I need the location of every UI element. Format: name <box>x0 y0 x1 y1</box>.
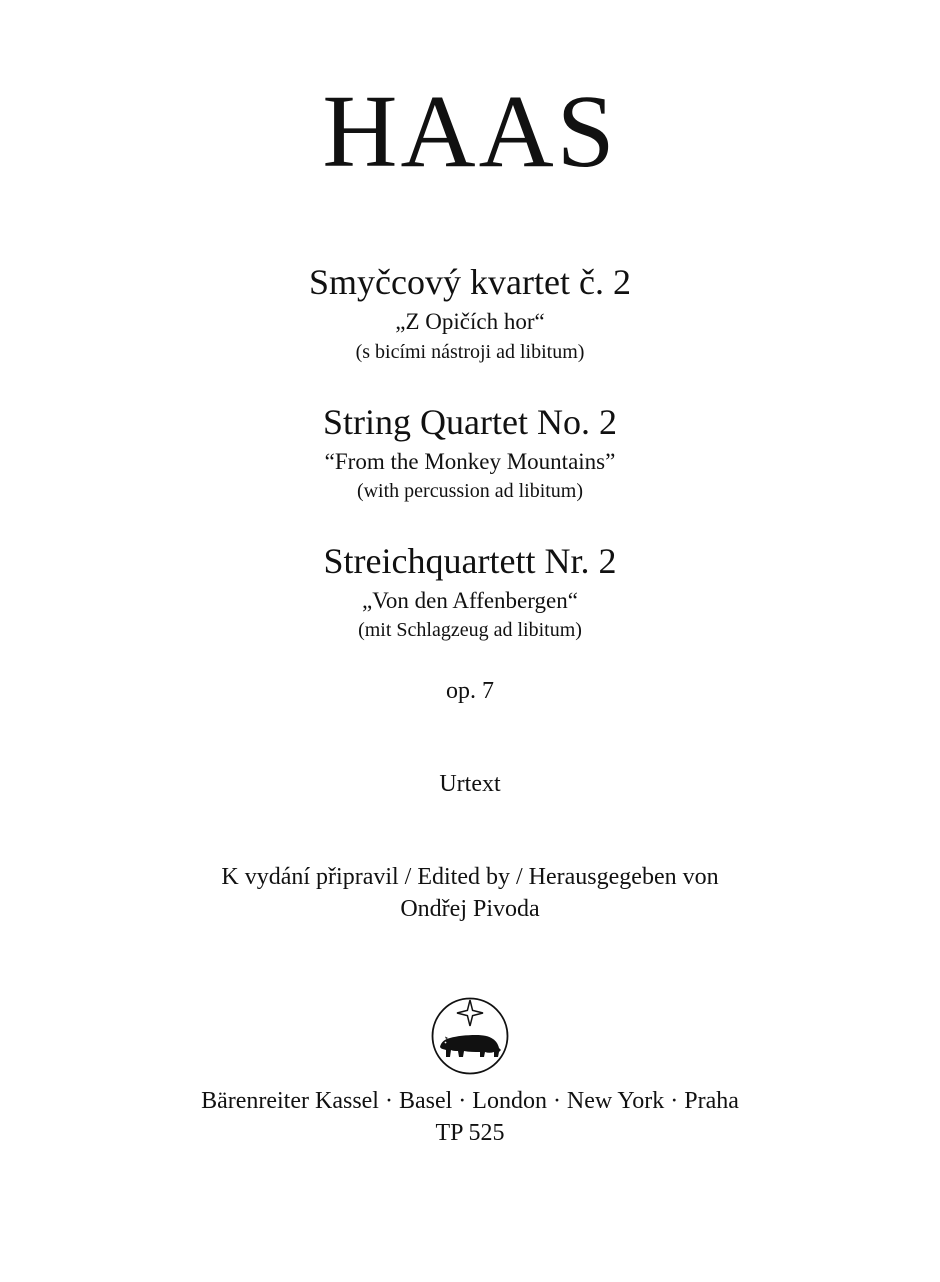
title-english: String Quartet No. 2 <box>323 402 617 442</box>
title-german: Streichquartett Nr. 2 <box>323 541 617 581</box>
composer-name: HAAS <box>322 74 618 189</box>
note-english: (with percussion ad libitum) <box>356 480 584 502</box>
catalog-number: TP 525 <box>435 1120 505 1146</box>
publisher-locations: Bärenreiter Kassel · Basel · London · New York · Praha <box>201 1088 739 1114</box>
subtitle-english: “From the Monkey Mountains” <box>324 449 616 474</box>
opus-number: op. 7 <box>446 678 494 704</box>
baerenreiter-bear-star-logo-icon <box>430 996 510 1076</box>
note-german: (mit Schlagzeug ad libitum) <box>358 619 582 641</box>
subtitle-german: „Von den Affenbergen“ <box>362 588 578 613</box>
subtitle-czech: „Z Opičích hor“ <box>395 309 545 334</box>
edition-type: Urtext <box>439 771 501 797</box>
note-czech: (s bicími nástroji ad libitum) <box>355 341 585 363</box>
editor-name: Ondřej Pivoda <box>400 896 540 922</box>
editor-credit: K vydání připravil / Edited by / Herausgegeben von <box>221 864 719 890</box>
title-czech: Smyčcový kvartet č. 2 <box>309 262 631 302</box>
